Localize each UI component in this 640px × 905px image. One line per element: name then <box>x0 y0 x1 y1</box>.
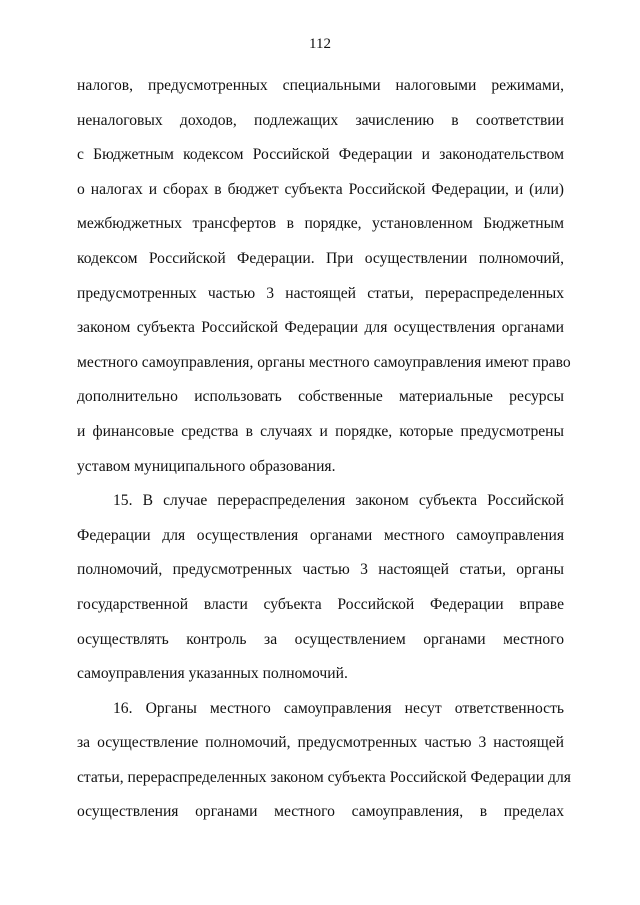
text-line: предусмотренных частью 3 настоящей статьи, перераспределенных <box>77 284 564 302</box>
page-number: 112 <box>309 36 331 52</box>
text-line: статьи, перераспределенных законом субъекта Российской Федерации для <box>77 768 571 786</box>
text-line: местного самоуправления, органы местного самоуправления имеют право <box>77 353 571 371</box>
text-line: полномочий, предусмотренных частью 3 настоящей статьи, органы <box>77 561 564 579</box>
text-line: неналоговых доходов, подлежащих зачислению в соответствии <box>77 111 564 129</box>
text-line: Федерации для осуществления органами местного самоуправления <box>77 526 564 544</box>
text-line: за осуществление полномочий, предусмотренных частью 3 настоящей <box>77 734 564 752</box>
text-line: осуществлять контроль за осуществлением органами местного <box>77 630 564 648</box>
paragraph-16 <box>77 692 571 830</box>
text-line: кодексом Российской Федерации. При осуществлении полномочий, <box>77 249 564 267</box>
document-body <box>77 69 571 830</box>
text-line: межбюджетных трансфертов в порядке, установленном Бюджетным <box>77 215 564 233</box>
paragraph-15 <box>77 484 564 692</box>
text-line: законом субъекта Российской Федерации для осуществления органами <box>77 319 564 337</box>
text-line: 15. В случае перераспределения законом субъекта Российской <box>113 492 564 510</box>
text-line: и финансовые средства в случаях и порядке, которые предусмотрены <box>77 422 564 440</box>
text-line: налогов, предусмотренных специальными налоговыми режимами, <box>77 77 564 94</box>
text-line: с Бюджетным кодексом Российской Федерации и законодательством <box>77 146 564 164</box>
text-line: дополнительно использовать собственные материальные ресурсы <box>77 388 564 406</box>
text-line: о налогах и сборах в бюджет субъекта Российской Федерации, и (или) <box>77 180 564 198</box>
text-line: уставом муниципального образования. <box>77 457 336 475</box>
paragraph-continuation <box>77 69 571 484</box>
text-line: 16. Органы местного самоуправления несут ответственность <box>113 699 564 717</box>
text-line: осуществления органами местного самоуправления, в пределах <box>77 803 564 821</box>
text-line: самоуправления указанных полномочий. <box>77 665 348 683</box>
text-line: государственной власти субъекта Российской Федерации вправе <box>77 595 564 613</box>
